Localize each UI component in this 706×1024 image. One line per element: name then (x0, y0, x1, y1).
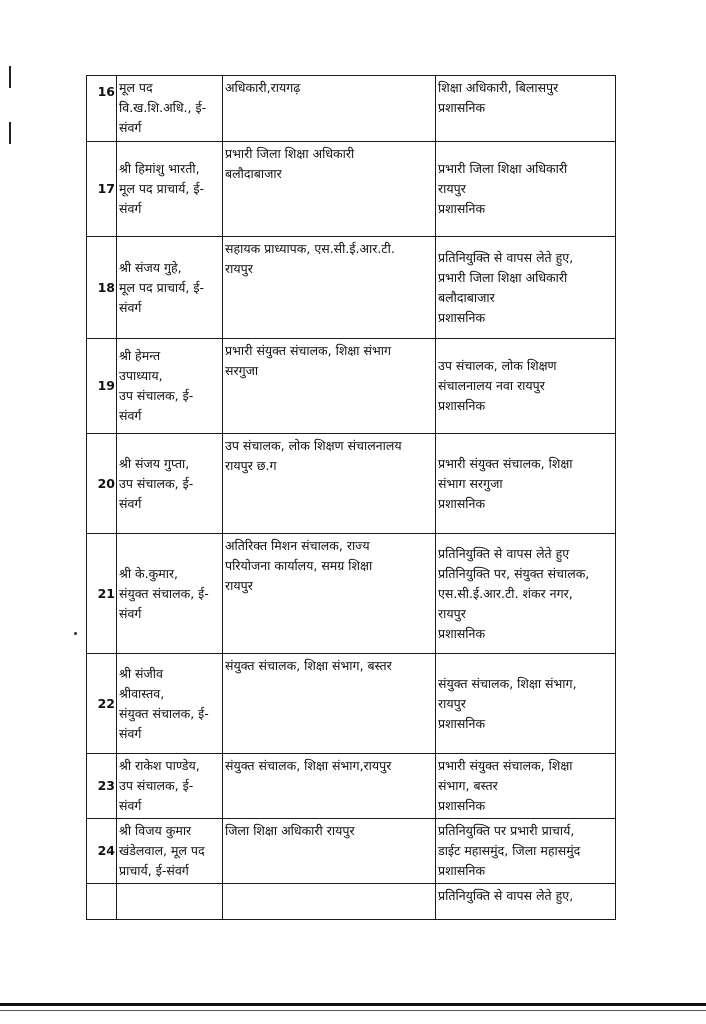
current-post: प्रभारी जिला शिक्षा अधिकारी बलौदाबाजार (223, 142, 436, 237)
row-number: 20 (87, 434, 117, 534)
current-post: प्रभारी संयुक्त संचालक, शिक्षा संभाग सरगुजा (223, 339, 436, 434)
row-number: 23 (87, 754, 117, 819)
current-post: जिला शिक्षा अधिकारी रायपुर (223, 819, 436, 884)
new-post: प्रतिनियुक्ति पर प्रभारी प्राचार्य, डाईट महासमुंद, जिला महासमुंद प्रशासनिक (436, 819, 616, 884)
row-number: 16 (87, 76, 117, 142)
current-post: उप संचालक, लोक शिक्षण संचालनालय रायपुर छ.ग (223, 434, 436, 534)
officer-name: श्री राकेश पाण्डेय, उप संचालक, ई- संवर्ग (117, 754, 223, 819)
officer-name: मूल पद वि.ख.शि.अधि., ई- संवर्ग (117, 76, 223, 142)
current-post: संयुक्त संचालक, शिक्षा संभाग, बस्तर (223, 654, 436, 754)
officer-name (117, 884, 223, 920)
officer-name: श्री संजय गुप्ता, उप संचालक, ई- संवर्ग (117, 434, 223, 534)
current-post (223, 884, 436, 920)
table-row (87, 884, 616, 920)
table-row (87, 534, 616, 654)
row-number: 18 (87, 237, 117, 339)
new-post: उप संचालक, लोक शिक्षण संचालनालय नवा रायपुर प्रशासनिक (436, 339, 616, 434)
new-post: प्रतिनियुक्ति से वापस लेते हुए, (436, 884, 616, 920)
new-post: शिक्षा अधिकारी, बिलासपुर प्रशासनिक (436, 76, 616, 142)
officer-name: श्री के.कुमार, संयुक्त संचालक, ई- संवर्ग (117, 534, 223, 654)
margin-mark-lower (9, 122, 11, 144)
table-row (87, 654, 616, 754)
table-row (87, 142, 616, 237)
new-post: प्रभारी जिला शिक्षा अधिकारी रायपुर प्रशासनिक (436, 142, 616, 237)
footer-rule-thin (0, 1010, 706, 1011)
current-post: संयुक्त संचालक, शिक्षा संभाग,रायपुर (223, 754, 436, 819)
current-post: सहायक प्राध्यापक, एस.सी.ई.आर.टी. रायपुर (223, 237, 436, 339)
officer-name: श्री संजीव श्रीवास्तव, संयुक्त संचालक, ई- संवर्ग (117, 654, 223, 754)
table-row (87, 76, 616, 142)
new-post: प्रतिनियुक्ति से वापस लेते हुए, प्रभारी जिला शिक्षा अधिकारी बलौदाबाजार प्रशासनिक (436, 237, 616, 339)
table-row (87, 819, 616, 884)
row-number (87, 884, 117, 920)
officer-name: श्री हिमांशु भारती, मूल पद प्राचार्य, ई- संवर्ग (117, 142, 223, 237)
row-number: 17 (87, 142, 117, 237)
new-post: प्रतिनियुक्ति से वापस लेते हुए प्रतिनियुक्ति पर, संयुक्त संचालक, एस.सी.ई.आर.टी. शंकर नगर, रायपुर प्रशासनिक (436, 534, 616, 654)
margin-mark-top (9, 66, 11, 88)
stray-dot (74, 632, 77, 635)
officer-name: श्री संजय गुहे, मूल पद प्राचार्य, ई- संवर्ग (117, 237, 223, 339)
row-number: 22 (87, 654, 117, 754)
table-row (87, 434, 616, 534)
table-row (87, 339, 616, 434)
current-post: अतिरिक्त मिशन संचालक, राज्य परियोजना कार्यालय, समग्र शिक्षा रायपुर (223, 534, 436, 654)
officer-name: श्री हेमन्त उपाध्याय, उप संचालक, ई- संवर्ग (117, 339, 223, 434)
row-number: 21 (87, 534, 117, 654)
current-post: अधिकारी,रायगढ़ (223, 76, 436, 142)
new-post: संयुक्त संचालक, शिक्षा संभाग, रायपुर प्रशासनिक (436, 654, 616, 754)
footer-rule (0, 1003, 706, 1006)
transfer-table (86, 75, 616, 920)
row-number: 19 (87, 339, 117, 434)
new-post: प्रभारी संयुक्त संचालक, शिक्षा संभाग, बस्तर प्रशासनिक (436, 754, 616, 819)
table-row (87, 754, 616, 819)
new-post: प्रभारी संयुक्त संचालक, शिक्षा संभाग सरगुजा प्रशासनिक (436, 434, 616, 534)
table-row (87, 237, 616, 339)
row-number: 24 (87, 819, 117, 884)
officer-name: श्री विजय कुमार खंडेलवाल, मूल पद प्राचार्य, ई-संवर्ग (117, 819, 223, 884)
